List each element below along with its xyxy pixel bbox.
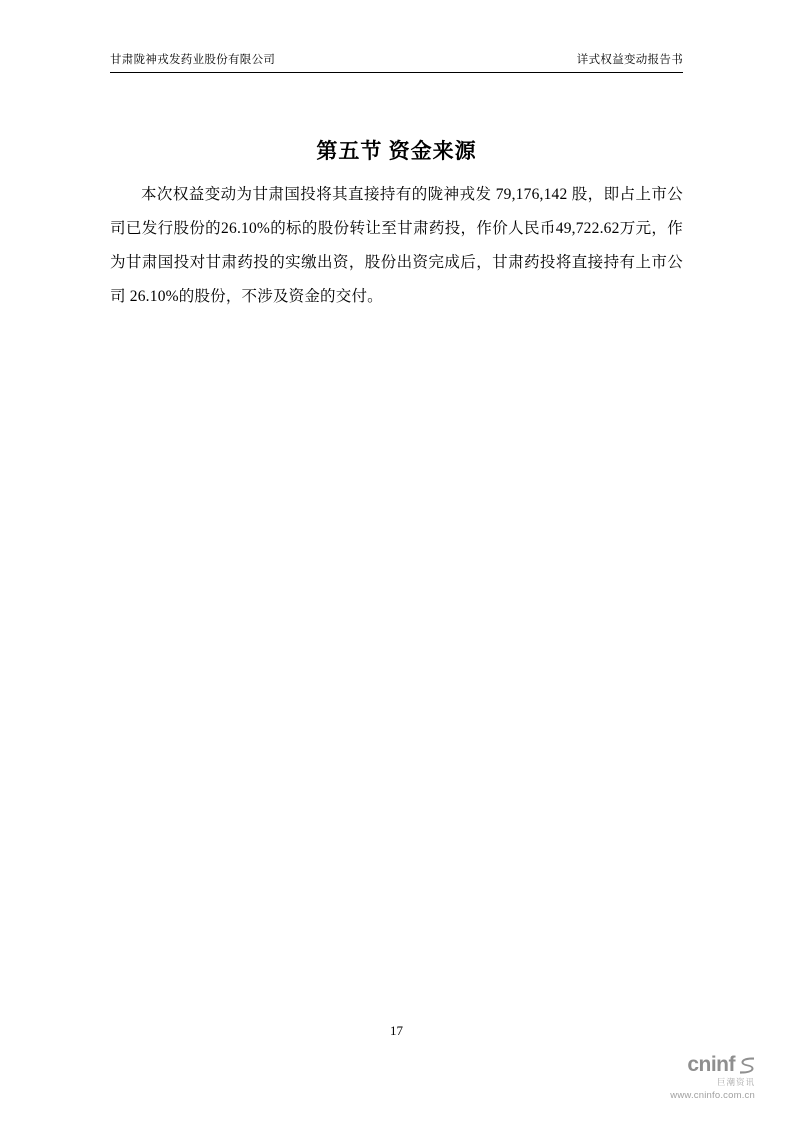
header-divider (110, 72, 683, 73)
logo-row (625, 1054, 755, 1076)
body-paragraph: 本次权益变动为甘肃国投将其直接持有的陇神戎发 79,176,142 股，即占上市公司已发行股份的26.10%的标的股份转让至甘肃药投，作价人民币49,722.62万元，作为甘肃国投对甘肃药投的实缴出资，股份出资完成后，甘肃药投将直接持有上市公司 26.10%的股份，不涉及资金的交付。 (110, 186, 683, 305)
logo-url: www.cninfo.com.cn (670, 1090, 755, 1101)
header-company-name: 甘肃陇神戎发药业股份有限公司 (110, 54, 276, 66)
cninfo-logo-icon (738, 1056, 755, 1075)
logo-chinese-label: 巨潮资讯 (716, 1077, 755, 1087)
footer-logo (625, 1054, 755, 1102)
logo-wordmark: cninf (687, 1053, 735, 1076)
running-header (110, 52, 683, 68)
header-document-type: 详式权益变动报告书 (576, 54, 683, 66)
page-title: 第五节 资金来源 (316, 139, 477, 164)
body-content (110, 178, 683, 314)
page-number: 17 (390, 1023, 403, 1038)
